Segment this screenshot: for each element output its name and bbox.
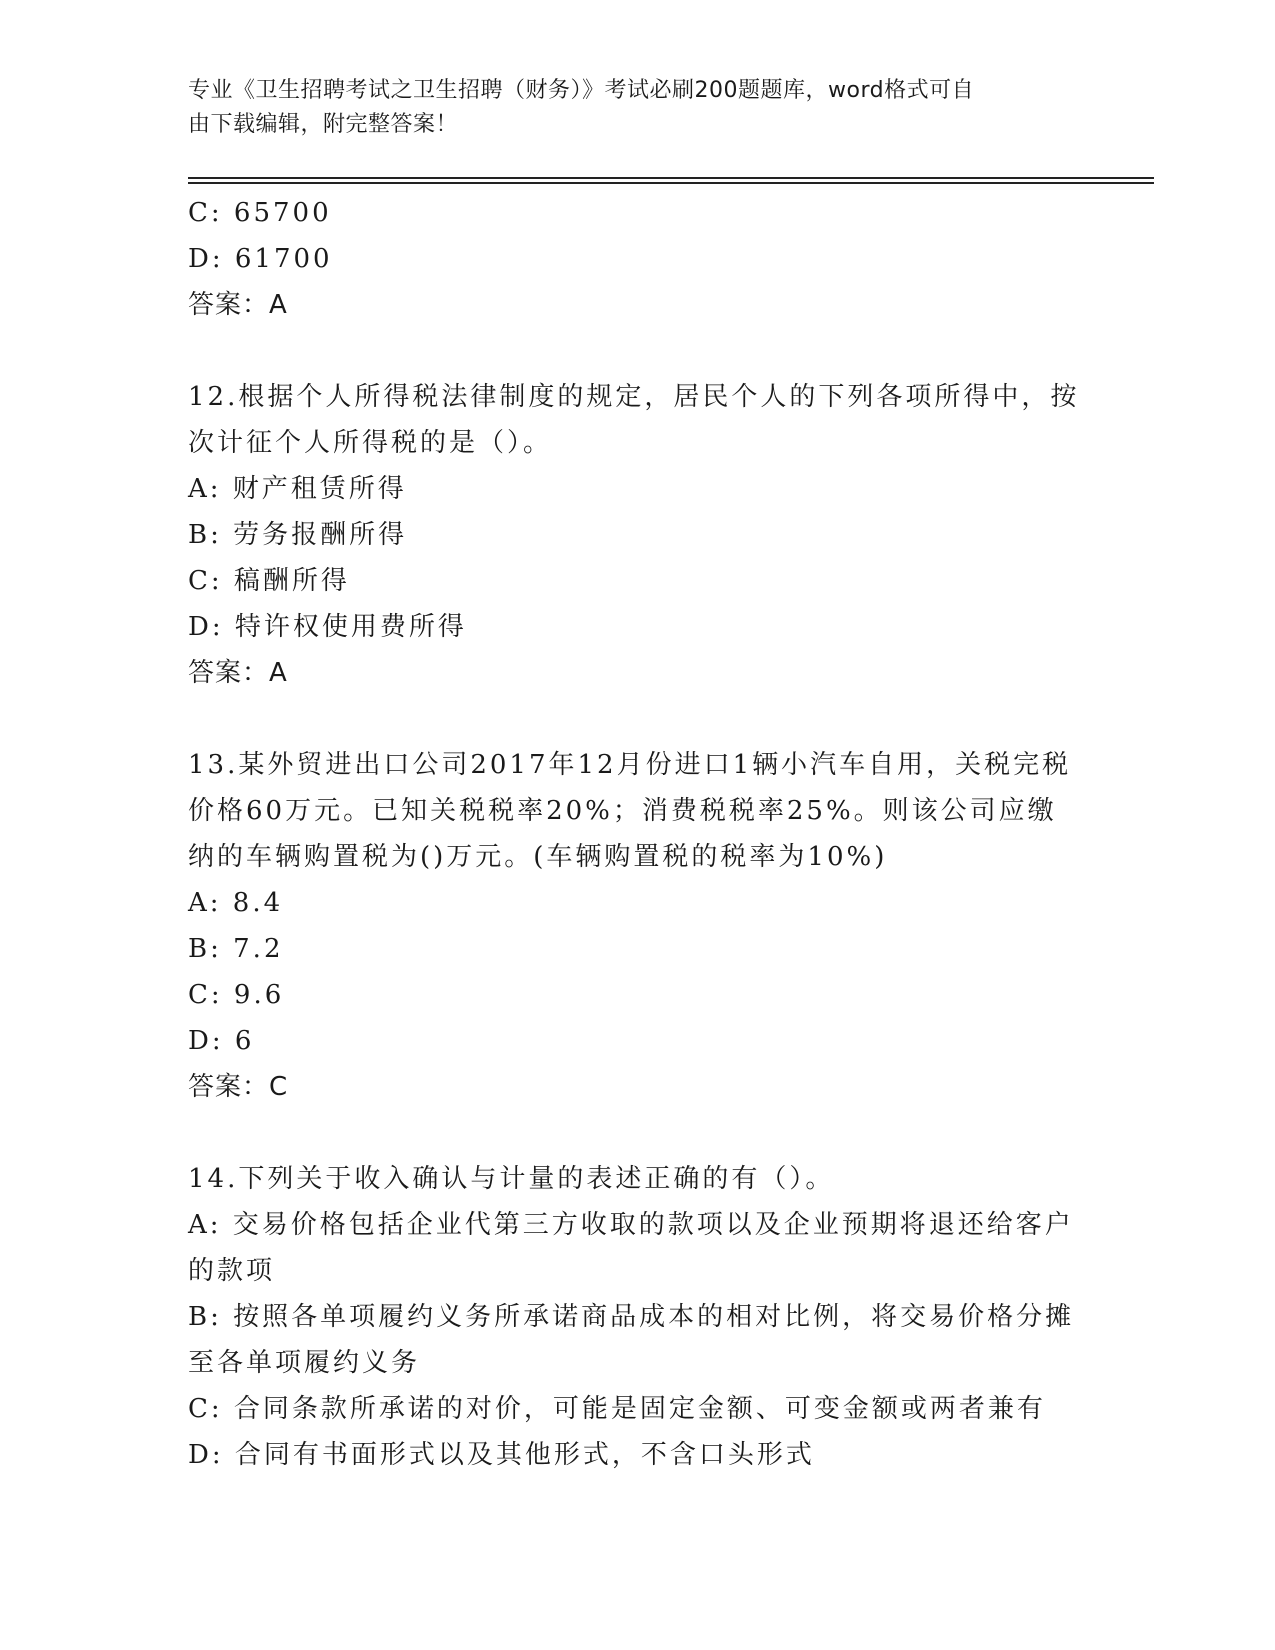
- header-rule-top: [188, 177, 1154, 179]
- option-b: B: 劳务报酬所得: [188, 520, 408, 550]
- answer: 答案：C: [188, 1072, 289, 1102]
- option-c: C: 稿酬所得: [188, 566, 350, 596]
- question-stem: 12.根据个人所得税法律制度的规定，居民个人的下列各项所得中，按: [188, 382, 1080, 412]
- option-a-cont: 的款项: [188, 1256, 276, 1286]
- question-stem: 14.下列关于收入确认与计量的表述正确的有（）。: [188, 1164, 835, 1194]
- option-b-cont: 至各单项履约义务: [188, 1348, 421, 1378]
- option-d: D: 61700: [188, 244, 333, 274]
- question-13: [188, 742, 1088, 1110]
- answer: 答案：A: [188, 290, 288, 320]
- question-stem-cont: 价格60万元。已知关税税率20%；消费税税率25%。则该公司应缴: [188, 796, 1057, 826]
- option-c: C: 合同条款所承诺的对价，可能是固定金额、可变金额或两者兼有: [188, 1394, 1046, 1424]
- option-c: C: 65700: [188, 198, 332, 228]
- option-a: A: 财产租赁所得: [188, 474, 407, 504]
- option-c: C: 9.6: [188, 980, 285, 1010]
- option-d: D: 6: [188, 1026, 255, 1056]
- option-d: D: 特许权使用费所得: [188, 612, 467, 642]
- option-b: B: 7.2: [188, 934, 284, 964]
- question-14: [188, 1156, 1088, 1478]
- question-stem-cont: 次计征个人所得税的是（）。: [188, 428, 553, 458]
- question-12: [188, 374, 1088, 696]
- option-b: B: 按照各单项履约义务所承诺商品成本的相对比例，将交易价格分摊: [188, 1302, 1075, 1332]
- question-stem: 13.某外贸进出口公司2017年12月份进口1辆小汽车自用，关税完税: [188, 750, 1072, 780]
- document-header: [188, 74, 1068, 142]
- header-line-1: 专业《卫生招聘考试之卫生招聘（财务）》考试必刷200题题库，word格式可自: [188, 78, 975, 103]
- answer: 答案：A: [188, 658, 288, 688]
- header-rule-bottom: [188, 182, 1154, 184]
- option-a: A: 交易价格包括企业代第三方收取的款项以及企业预期将退还给客户: [188, 1210, 1074, 1240]
- option-d: D: 合同有书面形式以及其他形式，不含口头形式: [188, 1440, 815, 1470]
- prev-question: [188, 190, 1088, 328]
- question-stem-cont: 纳的车辆购置税为()万元。(车辆购置税的税率为10%): [188, 842, 888, 872]
- header-line-2: 由下载编辑，附完整答案！: [188, 112, 459, 137]
- document-body: [188, 190, 1088, 1478]
- option-a: A: 8.4: [188, 888, 284, 918]
